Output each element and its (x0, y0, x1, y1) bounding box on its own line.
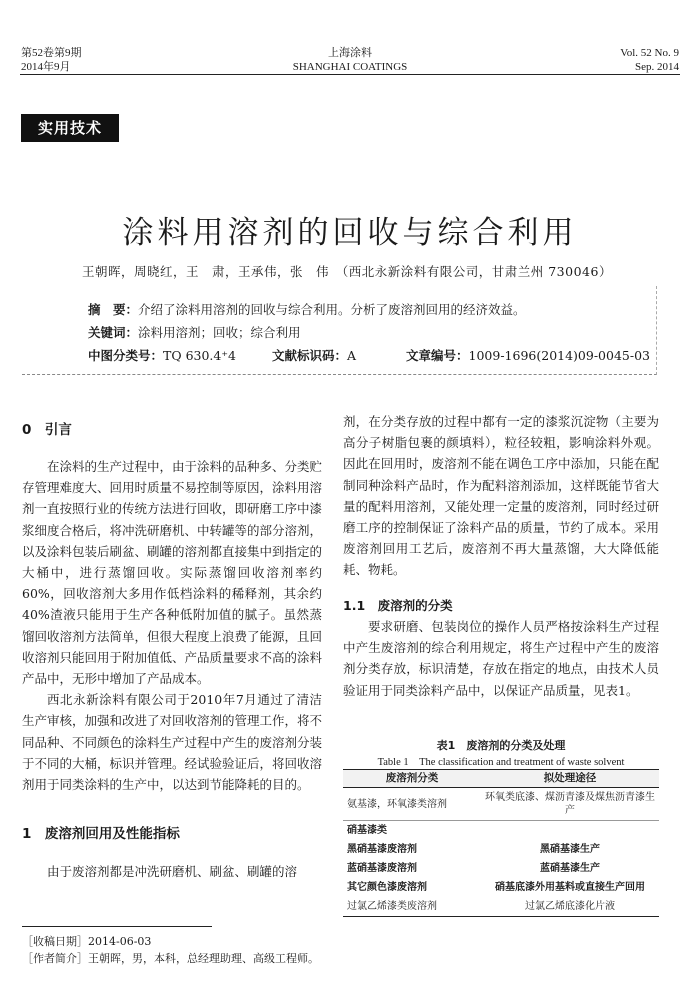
abstract-text: 介绍了涂料用溶剂的回收与综合利用。分析了废溶剂回用的经济效益。 (138, 302, 526, 317)
heading-introduction: 0 引言 (22, 422, 72, 438)
table-cell-treatment: 环氧类底漆、煤沥青漆及煤焦沥青漆生产 (481, 788, 659, 821)
article-value: 1009-1696(2014)09-0045-03 (468, 348, 650, 363)
table-cell-category: 氨基漆，环氧漆类溶剂 (343, 788, 481, 821)
table-cell-category: 黑硝基漆废溶剂 (347, 844, 417, 855)
table-cell-category: 其它颜色漆废溶剂 (347, 882, 427, 893)
right-column-body-2 (343, 616, 659, 701)
section-tag: 实用技术 (21, 114, 119, 142)
doc-label: 文献标识码： (272, 348, 348, 363)
document-code (272, 346, 356, 364)
table-col-header: 废溶剂分类 (343, 770, 481, 788)
journal-date-cn: 2014年9月 (21, 61, 71, 73)
solvent-table (343, 769, 659, 917)
journal-issue-cn: 第52卷第9期 (21, 47, 82, 59)
table-cell-treatment: 过氯乙烯底漆化片液 (481, 897, 659, 917)
table-row (343, 878, 659, 897)
right-column-body-1 (343, 411, 659, 581)
table-row (343, 788, 659, 821)
table-cell-treatment: 硝基底漆外用基料或直接生产回用 (495, 882, 645, 893)
table-cell-category: 过氯乙烯漆类废溶剂 (343, 897, 481, 917)
journal-volume-en: Vol. 52 No. 9 (620, 47, 679, 59)
left-column-body-2 (22, 861, 322, 882)
table-cell-treatment: 蓝硝基漆生产 (540, 863, 600, 874)
table-row (343, 859, 659, 878)
table-cell-category: 硝基漆类 (347, 825, 387, 836)
table-cell-treatment (481, 821, 659, 841)
keywords-label: 关键词： (88, 325, 139, 340)
clc-number (88, 346, 236, 364)
table-header-row (343, 770, 659, 788)
abstract-label: 摘 要： (88, 302, 139, 317)
article-number (406, 346, 650, 364)
abstract-keywords (88, 323, 301, 341)
authors-affiliation: 王朝晖，周晓红，王 肃，王承伟，张 伟 （西北永新涂料有限公司，甘肃兰州 730046） (82, 264, 612, 279)
heading-section-1-1: 1.1 废溶剂的分类 (343, 598, 453, 613)
footnote-rule (22, 926, 212, 927)
footnote-author: ［作者简介］王朝晖，男，本科，总经理助理、高级工程师。 (22, 952, 319, 965)
table-cell-treatment: 黑硝基漆生产 (540, 844, 600, 855)
article-label: 文章编号： (406, 348, 469, 363)
paragraph: 西北永新涂料有限公司于2010年7月通过了清洁生产审核，加强和改进了对回收溶剂的管理工作，将不同品种、不同颜色的涂料生产过程中产生的废溶剂分装于不同的大桶，标识并管理。经试验验证后，将回收溶剂用于同类涂料的生产中，以达到节能降耗的目的。 (22, 692, 323, 793)
table-row (343, 821, 659, 841)
header-rule (20, 74, 680, 75)
paragraph: 在涂料的生产过程中，由于涂料的品种多、分类贮存管理难度大、回用时质量不易控制等原因，涂料用溶剂一直按照行业的传统方法进行回收，即研磨工序中漆浆细度合格后，将冲洗研磨机、中转罐等的部分溶剂，以及涂料包装后刷盆、刷罐的溶剂都直接集中到指定的大桶中，进行蒸馏回收。实际蒸馏回收溶剂率约60%，回收溶剂大多用作低档涂料的稀释剂，其余约40%渣液只能用于生产各种低附加值的腻子。虽然蒸馏回收溶剂方法简单，但很大程度上浪费了能源，且回收溶剂只能回用于附加值低、产品质量要求不高的涂料产品中，无形中增加了产品成本。 (22, 459, 323, 687)
paragraph: 由于废溶剂都是冲洗研磨机、刷盆、刷罐的溶 (47, 864, 298, 879)
journal-name-en: SHANGHAI COATINGS (292, 61, 408, 73)
clc-value: TQ 630.4⁺4 (163, 348, 236, 363)
heading-section-1: 1 废溶剂回用及性能指标 (22, 826, 180, 842)
abstract-summary (88, 300, 526, 318)
table-row (343, 840, 659, 859)
paragraph: 剂，在分类存放的过程中都有一定的漆浆沉淀物（主要为高分子树脂包裹的颜填料），粒径较粗，影响涂料外观。因此在回用时，废溶剂不能在调色工序中添加，只能在配制同种涂料产品时，作为配料溶剂添加，这样既能节省大量的配料用溶剂，又能处理一定量的废溶剂，同时经过研磨工序的控制保证了涂料产品的质量，节约了成本。采用废溶剂回用工艺后，废溶剂不再大量蒸馏，大大降低能耗、物耗。 (343, 414, 659, 578)
table-col-header: 拟处理途径 (481, 770, 659, 788)
paper-title: 涂料用溶剂的回收与综合利用 (122, 214, 578, 251)
table-cell-category: 蓝硝基漆废溶剂 (347, 863, 417, 874)
journal-date-en: Sep. 2014 (635, 61, 679, 73)
clc-label: 中图分类号： (88, 348, 164, 363)
journal-name-cn: 上海涂料 (328, 47, 372, 59)
table-row (343, 897, 659, 917)
keywords-text: 涂料用溶剂；回收；综合利用 (138, 325, 301, 340)
footnote-received: ［收稿日期］2014-06-03 (22, 935, 152, 948)
paragraph: 要求研磨、包装岗位的操作人员严格按涂料生产过程中产生废溶剂的综合利用规定，将生产过程中产生的废溶剂分类存放，标识清楚，存放在指定的地点，由技术人员验证用于同类涂料产品中，以保证产品质量，见表1。 (343, 619, 659, 698)
doc-value: A (347, 348, 357, 363)
table-caption-cn: 表1 废溶剂的分类及处理 (436, 739, 566, 752)
table-caption-en: Table 1 The classification and treatment of waste solvent (377, 757, 625, 768)
left-column-body-1 (22, 456, 322, 795)
